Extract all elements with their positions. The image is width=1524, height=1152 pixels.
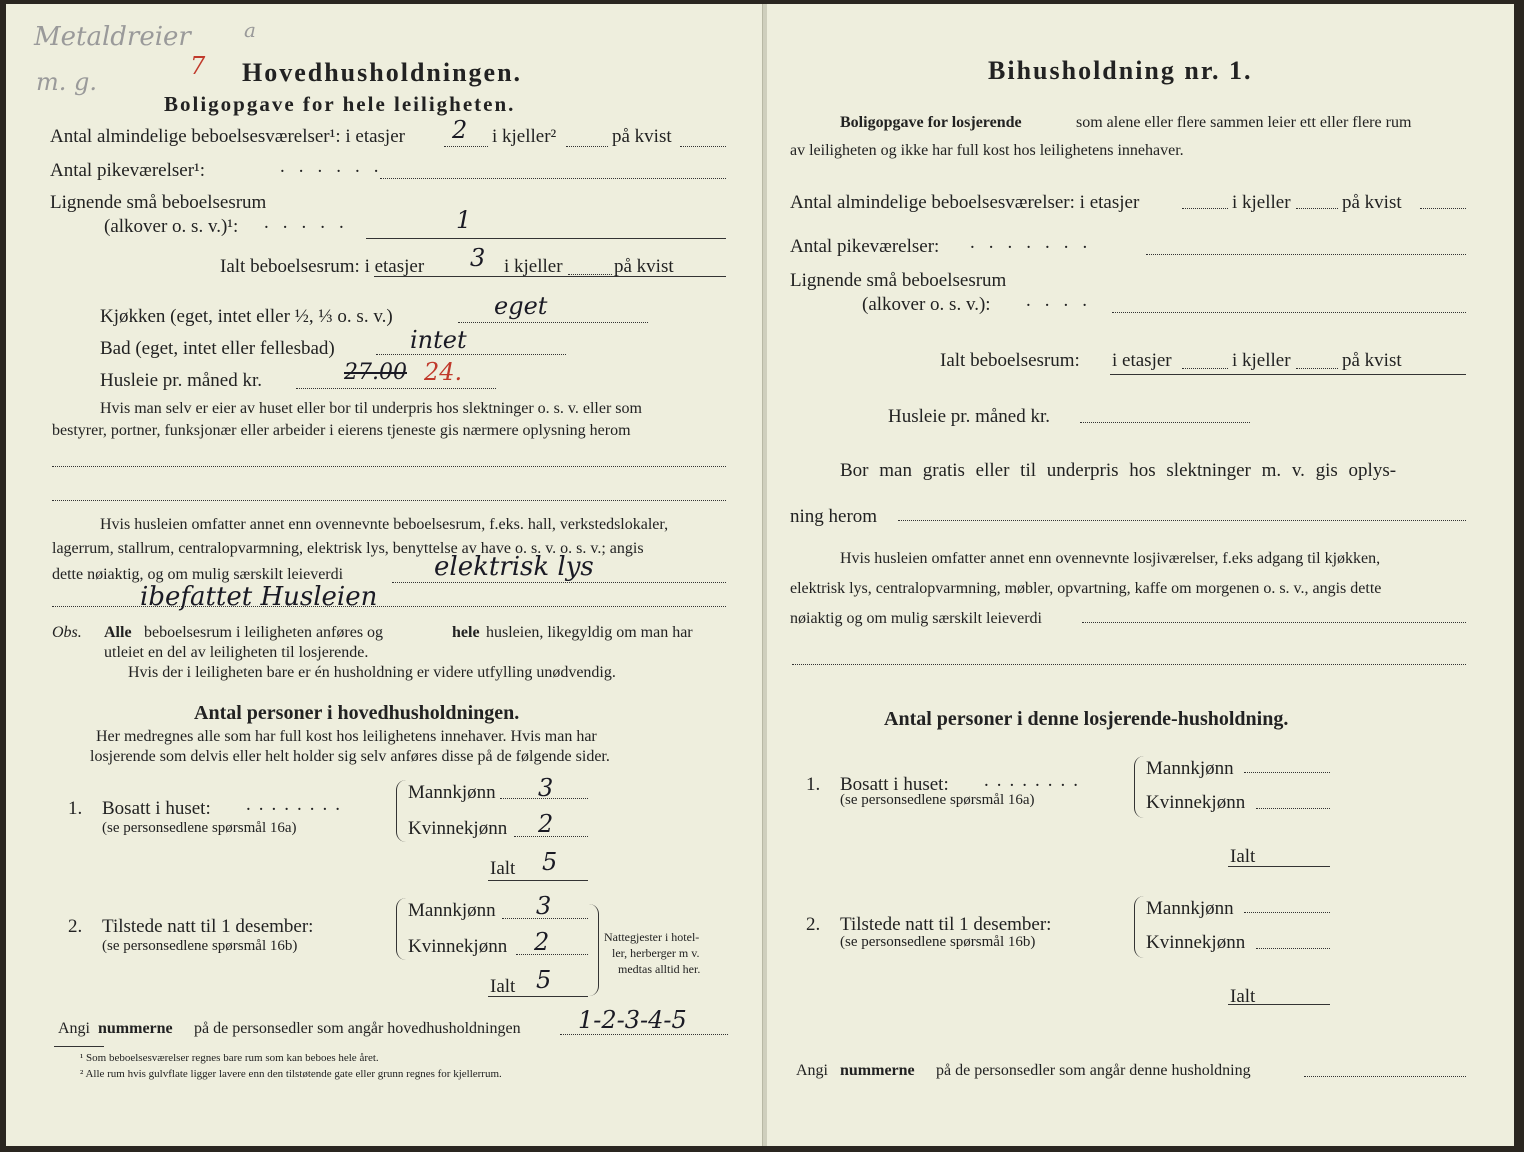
left-angi-b: nummerne (98, 1020, 173, 1037)
right-r1-kvist: på kvist (1342, 192, 1402, 213)
left-footnote-2: ² Alle rum hvis gulvflate ligger lavere enn den tilstøtende gate eller grunn regnes for kjellerrum. (80, 1068, 502, 1080)
left-note1: Hvis man selv er eier av huset eller bor til underpris hos slektninger o. s. v. eller som (100, 400, 642, 417)
margin-note-mark: a (244, 18, 256, 42)
left-b2-num: 2. (68, 916, 83, 937)
right-angi-b: nummerne (840, 1062, 915, 1079)
left-b2-mann-label: Mannkjønn (408, 900, 496, 921)
left-nattegjester-3: medtas alltid her. (618, 962, 701, 976)
left-r3-value: 1 (456, 206, 472, 234)
left-obs-label: Obs. (52, 624, 82, 641)
left-note2-hand2: ibefattet Husleien (140, 582, 378, 612)
right-note-c: nøiaktig og om mulig særskilt leieverdi (790, 610, 1042, 627)
left-obs-c: Hvis der i leiligheten bare er én husholdning er videre utfylling unødvendig. (128, 664, 616, 681)
right-intro-a: Boligopgave for losjerende (840, 114, 1022, 131)
right-bor-1: Bor man gratis eller til underpris hos slektninger m. v. gis oplys- (840, 460, 1397, 481)
left-obs-alle: Alle (104, 624, 132, 641)
left-title: Hovedhusholdningen. (242, 58, 523, 87)
left-r1-kjeller: i kjeller² (492, 126, 557, 147)
right-b2-mann-label: Mannkjønn (1146, 898, 1234, 919)
right-ialt-kjeller: i kjeller (1232, 350, 1291, 371)
page-fold (762, 4, 767, 1146)
left-subtitle: Boligopgave for hele leiligheten. (164, 92, 516, 116)
left-obs-hele: hele (452, 624, 480, 641)
left-b1-sub: (se personsedlene spørsmål 16a) (102, 820, 297, 836)
right-intro-c: av leiligheten og ikke har full kost hos leilighetens innehaver. (790, 142, 1184, 159)
left-note2-hand1: elektrisk lys (434, 552, 594, 582)
left-note2a: Hvis husleien omfatter annet enn ovennevnte beboelsesrum, f.eks. hall, verkstedslokaler, (100, 516, 669, 533)
left-kjokken-value: eget (494, 292, 548, 320)
right-intro-b: som alene eller flere sammen leier ett eller flere rum (1076, 114, 1412, 131)
left-b2-label: Tilstede natt til 1 desember: (102, 916, 314, 937)
left-husleie-red: 24. (424, 358, 463, 386)
right-r3-label-b: (alkover o. s. v.): (862, 294, 991, 315)
right-b2-label: Tilstede natt til 1 desember: (840, 914, 1052, 935)
left-r1-value: 2 (452, 116, 468, 144)
left-ialt-kvist: på kvist (614, 256, 674, 277)
left-b1-kvinne: 2 (538, 810, 554, 838)
right-r1-label: Antal almindelige beboelsesværelser: i etasjer (790, 192, 1140, 213)
left-obs-b: utleiet en del av leiligheten til losjerende. (104, 644, 369, 661)
left-b2-sub: (se personsedlene spørsmål 16b) (102, 938, 298, 954)
left-bad-label: Bad (eget, intet eller fellesbad) (100, 338, 335, 359)
right-persons-title: Antal personer i denne losjerende-husholdning. (884, 708, 1289, 730)
right-b1-sub: (se personsedlene spørsmål 16a) (840, 792, 1035, 808)
right-r3-label-a: Lignende små beboelsesrum (790, 270, 1007, 291)
right-note-a: Hvis husleien omfatter annet enn ovennevnte losjiværelser, f.eks adgang til kjøkken, (840, 550, 1381, 567)
left-b2-kvinne-label: Kvinnekjønn (408, 936, 508, 957)
right-b2-num: 2. (806, 914, 821, 935)
left-note1b: bestyrer, portner, funksjonær eller arbeider i eierens tjeneste gis nærmere oplysning herom (52, 422, 631, 439)
right-b2-ialt-label: Ialt (1230, 986, 1256, 1007)
left-b1-kvinne-label: Kvinnekjønn (408, 818, 508, 839)
margin-note-left: m. g. (36, 68, 98, 96)
left-ialt-label: Ialt beboelsesrum: i etasjer (220, 256, 425, 277)
left-b1-label: Bosatt i huset: (102, 798, 211, 819)
right-b1-mann-label: Mannkjønn (1146, 758, 1234, 779)
left-persons-p2: losjerende som delvis eller helt holder sig selv anføres disse på de følgende sider. (90, 748, 610, 765)
right-b2-kvinne-label: Kvinnekjønn (1146, 932, 1246, 953)
right-angi-c: på de personsedler som angår denne husholdning (936, 1062, 1251, 1079)
right-r1-kjeller: i kjeller (1232, 192, 1291, 213)
right-ialt-label: Ialt beboelsesrum: (940, 350, 1080, 371)
left-b2-kvinne: 2 (534, 928, 550, 956)
left-b2-ialt-label: Ialt (490, 976, 516, 997)
right-title: Bihusholdning nr. 1. (988, 56, 1253, 85)
left-r3-label-a: Lignende små beboelsesrum (50, 192, 267, 213)
left-persons-title: Antal personer i hovedhusholdningen. (194, 702, 520, 724)
right-husleie-label: Husleie pr. måned kr. (888, 406, 1050, 427)
left-angi-value: 1-2-3-4-5 (578, 1006, 687, 1034)
left-husleie-label: Husleie pr. måned kr. (100, 370, 262, 391)
left-obs-text-b: husleien, likegyldig om man har (486, 624, 693, 641)
right-bor-2: ning herom (790, 506, 878, 527)
left-persons-p1: Her medregnes alle som har full kost hos leilighetens innehaver. Hvis man har (96, 728, 597, 745)
left-husleie-value: 27.00 (344, 360, 407, 385)
right-b1-kvinne-label: Kvinnekjønn (1146, 792, 1246, 813)
left-nattegjester-2: ler, herberger m v. (612, 946, 700, 960)
left-b1-ialt: 5 (542, 848, 558, 876)
right-b1-ialt-label: Ialt (1230, 846, 1256, 867)
left-b2-ialt: 5 (536, 966, 552, 994)
margin-note-top: Metaldreier (34, 22, 191, 52)
left-angi-c: på de personsedler som angår hovedhusholdningen (194, 1020, 521, 1037)
left-r1-label: Antal almindelige beboelsesværelser¹: i etasjer (50, 126, 405, 147)
margin-note-red: 7 (190, 52, 206, 80)
right-ialt-kvist: på kvist (1342, 350, 1402, 371)
left-r3-label-b: (alkover o. s. v.)¹: (104, 216, 239, 237)
left-bad-value: intet (410, 326, 467, 354)
right-ialt-etasjer: i etasjer (1112, 350, 1172, 371)
left-footnote-1: ¹ Som beboelsesværelser regnes bare rum som kan beboes hele året. (80, 1052, 379, 1064)
left-nattegjester-1: Nattegjester i hotel- (604, 930, 700, 944)
left-b1-num: 1. (68, 798, 83, 819)
left-b1-ialt-label: Ialt (490, 858, 516, 879)
right-note-b: elektrisk lys, centralopvarmning, møbler, opvartning, kaffe om morgenen o. s. v., angis dette (790, 580, 1382, 597)
left-r2-label: Antal pikeværelser¹: (50, 160, 206, 181)
left-ialt-kjeller: i kjeller (504, 256, 563, 277)
right-b1-label: Bosatt i huset: (840, 774, 949, 795)
right-r2-label: Antal pikeværelser: (790, 236, 940, 257)
left-obs-text-a: beboelsesrum i leiligheten anføres og (144, 624, 384, 641)
left-ialt-value: 3 (470, 244, 486, 272)
left-r1-kvist: på kvist (612, 126, 672, 147)
left-b1-mann: 3 (538, 774, 554, 802)
right-b2-sub: (se personsedlene spørsmål 16b) (840, 934, 1036, 950)
left-b1-mann-label: Mannkjønn (408, 782, 496, 803)
left-note2c: dette nøiaktig, og om mulig særskilt leieverdi (52, 566, 344, 583)
left-kjokken-label: Kjøkken (eget, intet eller ½, ⅓ o. s. v.) (100, 306, 393, 327)
right-angi-a: Angi (796, 1062, 828, 1079)
left-note2b: lagerrum, stallrum, centralopvarmning, elektrisk lys, benyttelse av have o. s. v. o. s. v.; angis (52, 540, 644, 557)
left-b2-mann: 3 (536, 892, 552, 920)
left-angi-a: Angi (58, 1020, 90, 1037)
right-b1-num: 1. (806, 774, 821, 795)
